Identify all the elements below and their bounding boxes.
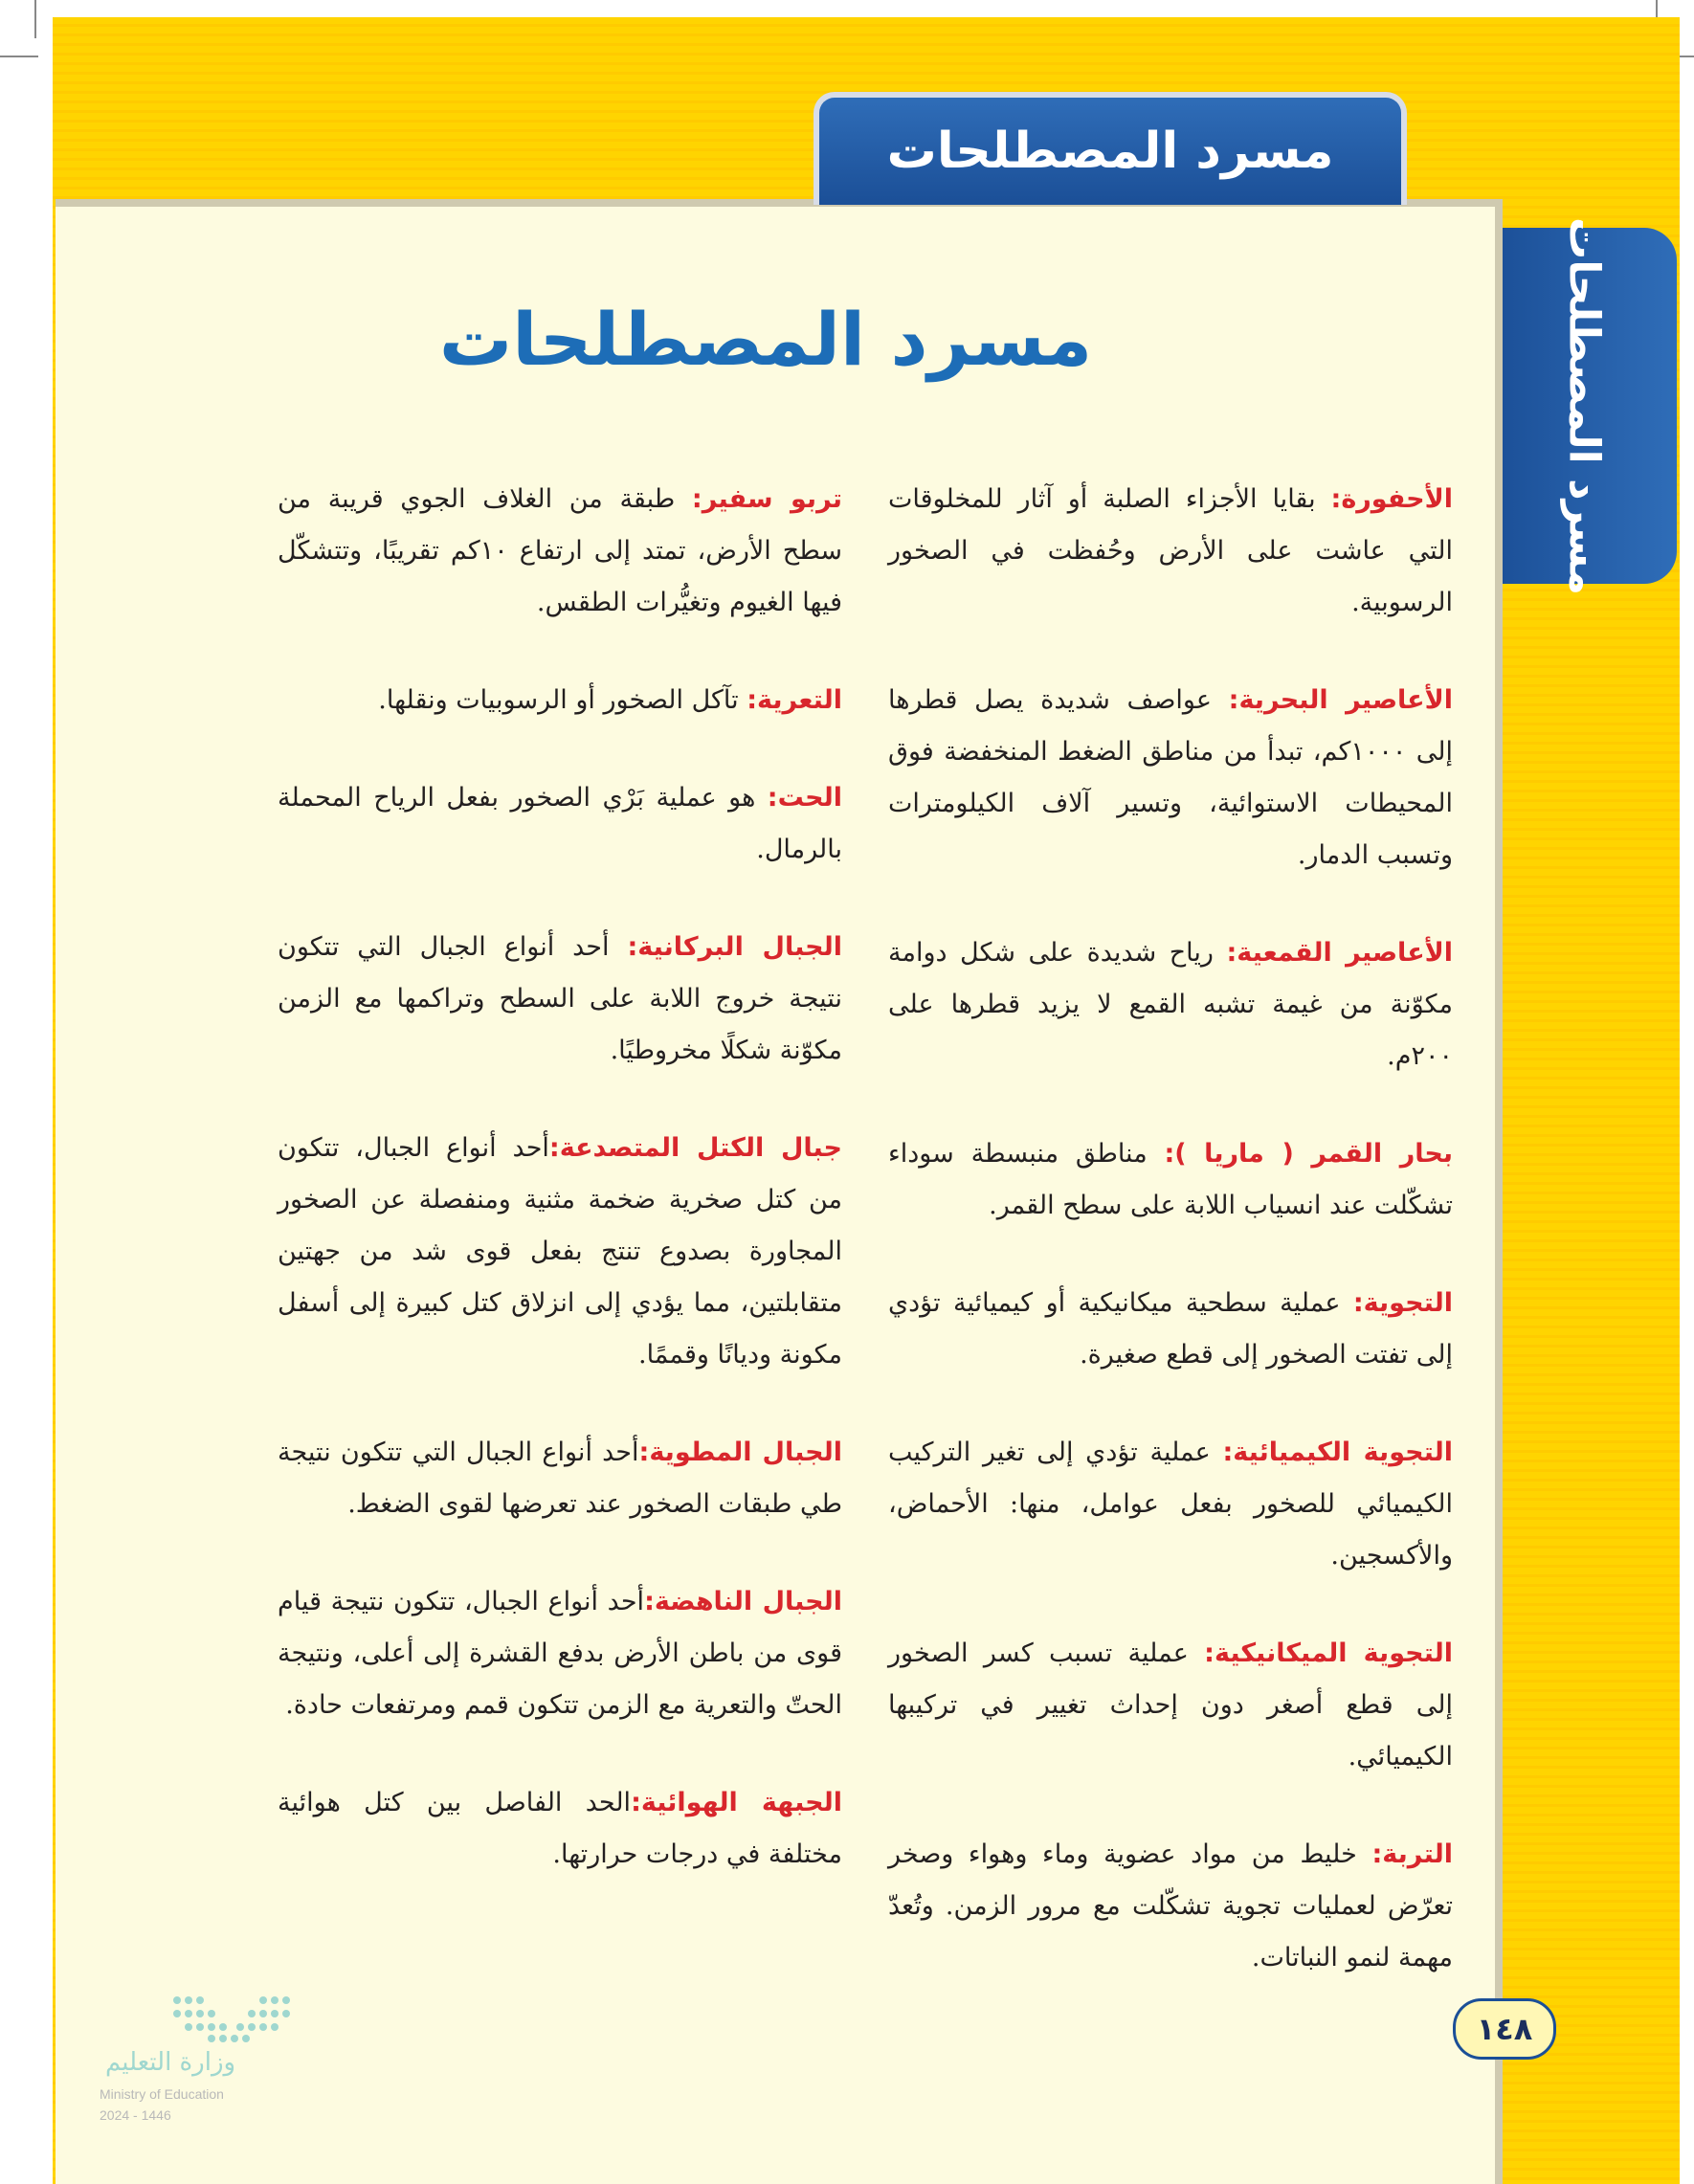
glossary-term: بحار القمر ( ماريا ): [1164,1139,1453,1169]
glossary-term: الجبال البركانية: [627,932,842,962]
glossary-term: التجوية: [1352,1288,1453,1318]
glossary-entry [888,675,1453,881]
glossary-entry [278,1777,842,1881]
glossary-term: التعرية: [747,685,842,715]
glossary-definition: عواصف شديدة يصل قطرها إلى ١٠٠٠كم، تبدأ من مناطق الضغط المنخفضة فوق المحيطات الاستوائية، وتسير آلاف الكيلومترات وتسبب الدمار. [888,685,1453,870]
header-tab [814,92,1407,205]
glossary-term: الحت: [767,783,842,813]
glossary-definition: بقايا الأجزاء الصلبة أو آثار للمخلوقات التي عاشت على الأرض وحُفظت في الصخور الرسوبية. [888,484,1453,617]
crop-mark [34,0,36,38]
glossary-entry [888,1278,1453,1381]
ministry-year: 2024 - 1446 [100,2107,171,2123]
glossary-term: الأعاصير القمعية: [1226,938,1453,968]
glossary-term: الأحفورة: [1330,484,1453,514]
glossary-entry [888,1829,1453,1984]
glossary-entry [888,1427,1453,1582]
page-number: ١٤٨ [1453,1998,1556,2060]
crop-mark [0,56,38,57]
glossary-entry [278,1123,842,1381]
glossary-definition: أحد أنواع الجبال التي تتكون نتيجة خروج اللابة على السطح وتراكمها مع الزمن مكوّنة شكلًا مخروطيًا. [278,932,842,1065]
ministry-name-arabic: وزارة التعليم [105,2048,236,2077]
glossary-entry [888,1628,1453,1783]
glossary-definition: تآكل الصخور أو الرسوبيات ونقلها. [378,685,747,715]
glossary-term: التربة: [1371,1839,1453,1869]
glossary-definition: أحد أنواع الجبال، تتكون نتيجة قيام قوى من باطن الأرض بدفع القشرة إلى أعلى، ونتيجة الحتّ والتعرية مع الزمن تتكون قمم ومرتفعات حادة. [278,1587,842,1720]
glossary-definition: خليط من مواد عضوية وماء وهواء وصخر تعرّض لعمليات تجوية تشكّلت مع مرور الزمن. وتُعدّ مهمة لنمو النباتات. [888,1839,1453,1972]
ministry-name-english: Ministry of Education [100,2086,224,2102]
glossary-definition: أحد أنواع الجبال التي تتكون نتيجة طي طبقات الصخور عند تعرضها لقوى الضغط. [278,1437,842,1519]
glossary-definition: الحد الفاصل بين كتل هوائية مختلفة في درجات حرارتها. [278,1788,842,1869]
ministry-logo [77,1991,325,2163]
page-title: مسرد المصطلحات [438,297,1093,382]
glossary-definition: عملية تسبب كسر الصخور إلى قطع أصغر دون إحداث تغيير في تركيبها الكيميائي. [888,1638,1453,1772]
ministry-dots-icon [167,1991,301,2048]
header-tab-title: مسرد المصطلحات [886,123,1334,180]
glossary-definition: مناطق منبسطة سوداء تشكّلت عند انسياب اللابة على سطح القمر. [888,1139,1453,1220]
glossary-term: جبال الكتل المتصدعة: [548,1133,842,1163]
side-tab-label: مسرد المصطلحات [1559,216,1609,595]
glossary-definition: أحد أنواع الجبال، تتكون من كتل صخرية ضخمة مثنية ومنفصلة عن الصخور المجاورة بصدوع تنتج بفعل قوى شد من جهتين متقابلتين، مما يؤدي إلى انزلاق كتل كبيرة إلى أسفل مكونة وديانًا وقممًا. [278,1133,842,1370]
glossary-definition: طبقة من الغلاف الجوي قريبة من سطح الأرض، تمتد إلى ارتفاع ١٠كم تقريبًا، وتتشكّل فيها الغيوم وتغيُّرات الطقس. [278,484,843,617]
glossary-entry [278,922,842,1077]
glossary-entry [278,675,842,726]
glossary-term: التجوية الميكانيكية: [1204,1638,1453,1668]
glossary-definition: عملية تؤدي إلى تغير التركيب الكيميائي للصخور بفعل عوامل، منها: الأحماض، والأكسجين. [888,1437,1453,1571]
glossary-term: الجبال الناهضة: [644,1587,843,1616]
glossary-column-left [278,474,842,1881]
glossary-entry [278,1576,842,1731]
glossary-term: الجبهة الهوائية: [631,1788,842,1817]
glossary-entry [278,772,842,876]
glossary-entry [888,927,1453,1082]
glossary-term: تربو سفير: [691,484,842,514]
glossary-entry [888,1128,1453,1232]
glossary-column-right [888,474,1453,1984]
glossary-definition: عملية سطحية ميكانيكية أو كيميائية تؤدي إلى تفتت الصخور إلى قطع صغيرة. [888,1288,1453,1370]
glossary-definition: رياح شديدة على شكل دوامة مكوّنة من غيمة تشبه القمع لا يزيد قطرها على ٢٠٠م. [888,938,1453,1071]
glossary-entry [278,1427,842,1530]
side-tab [1485,216,1677,595]
glossary-entry [888,474,1453,629]
glossary-term: الأعاصير البحرية: [1228,685,1453,715]
glossary-term: التجوية الكيميائية: [1222,1437,1453,1467]
glossary-definition: هو عملية بَرْي الصخور بفعل الرياح المحملة بالرمال. [278,783,842,864]
glossary-term: الجبال المطوية: [638,1437,842,1467]
glossary-entry [278,474,842,629]
